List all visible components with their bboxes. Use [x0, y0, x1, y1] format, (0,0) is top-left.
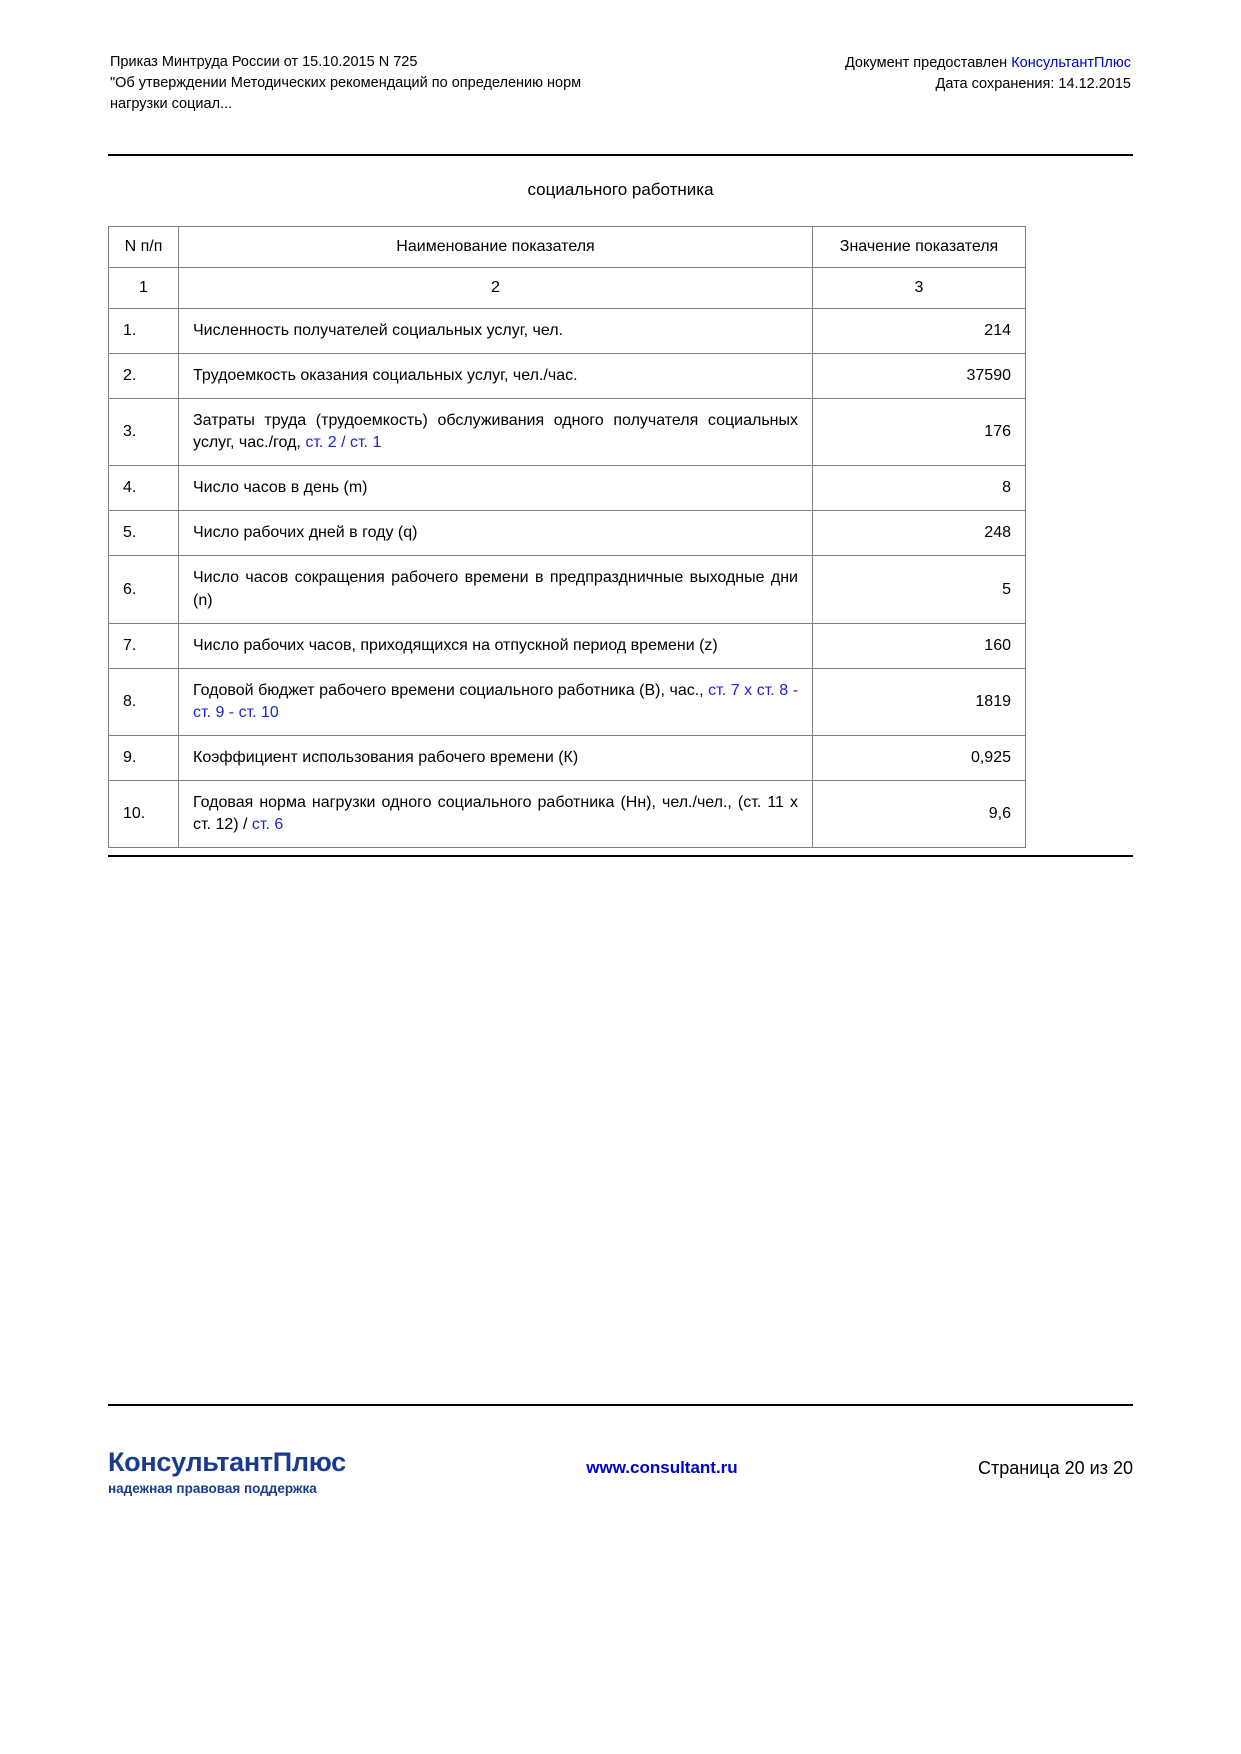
row-number: 2.	[109, 354, 179, 399]
row-number: 10.	[109, 780, 179, 847]
row-indicator-name	[179, 354, 813, 399]
row-indicator-text: Число рабочих дней в году (q)	[193, 524, 418, 542]
table-header-row	[109, 227, 1026, 268]
document-header-left	[110, 52, 581, 115]
document-title-line-2: "Об утверждении Методических рекомендаций по определению норм	[110, 75, 582, 92]
row-number: 7.	[109, 623, 179, 668]
column-number-1: 1	[109, 268, 179, 309]
formula-separator: х	[739, 681, 757, 699]
table-row	[109, 735, 1026, 780]
row-value: 37590	[813, 354, 1026, 399]
logo-tagline: надежная правовая поддержка	[108, 1480, 317, 1496]
row-value: 160	[813, 623, 1026, 668]
formula-separator: /	[336, 434, 350, 452]
row-indicator-name	[179, 668, 813, 735]
row-indicator-name	[179, 735, 813, 780]
saved-date: Дата сохранения: 14.12.2015	[935, 76, 1131, 93]
row-value: 5	[813, 556, 1026, 623]
row-indicator-text: Коэффициент использования рабочего времени (К)	[193, 748, 579, 766]
row-indicator-text: Годовая норма нагрузки одного социального работника (Нн), чел./чел., (ст. 11 х ст. 12) /	[193, 793, 798, 834]
row-value: 0,925	[813, 735, 1026, 780]
row-indicator-text: Число часов в день (m)	[193, 479, 368, 497]
article-link[interactable]: ст. 9	[193, 703, 225, 721]
indicators-table	[108, 226, 1026, 848]
table-header-num: N п/п	[109, 227, 179, 268]
row-value: 214	[813, 309, 1026, 354]
row-value: 1819	[813, 668, 1026, 735]
row-indicator-name	[179, 399, 813, 466]
document-title-line-1: Приказ Минтруда России от 15.10.2015 N 725	[110, 54, 418, 70]
row-indicator-name	[179, 309, 813, 354]
provided-by-line	[845, 53, 1131, 74]
column-number-2: 2	[179, 268, 813, 309]
article-link[interactable]: ст. 7	[708, 681, 740, 699]
table-row	[109, 511, 1026, 556]
table-row	[109, 309, 1026, 354]
table-body	[109, 309, 1026, 848]
row-value: 9,6	[813, 780, 1026, 847]
document-header-right	[845, 52, 1131, 95]
row-indicator-text: Годовой бюджет рабочего времени социального работника (В), час.,	[193, 681, 709, 699]
table-header-value: Значение показателя	[813, 227, 1026, 268]
table-row	[109, 556, 1026, 623]
row-value: 176	[813, 399, 1026, 466]
article-link[interactable]: ст. 1	[350, 434, 382, 452]
row-number: 5.	[109, 511, 179, 556]
content-bottom-divider	[108, 855, 1133, 857]
page-number: Страница 20 из 20	[978, 1458, 1133, 1478]
table-header-name: Наименование показателя	[179, 227, 813, 268]
article-link[interactable]: ст. 10	[238, 703, 279, 721]
footer-divider	[108, 1404, 1133, 1406]
row-indicator-name	[179, 466, 813, 511]
row-number: 8.	[109, 668, 179, 735]
table-row	[109, 354, 1026, 399]
logo-title: КонсультантПлюс	[108, 1447, 346, 1477]
row-indicator-text: Численность получателей социальных услуг, чел.	[193, 322, 564, 339]
table-row	[109, 466, 1026, 511]
document-footer	[108, 1448, 1133, 1497]
row-value: 8	[813, 466, 1026, 511]
row-indicator-name	[179, 556, 813, 623]
row-indicator-text: Трудоемкость оказания социальных услуг, чел./час.	[193, 367, 578, 385]
table-column-number-row	[109, 268, 1026, 309]
table-row	[109, 623, 1026, 668]
row-number: 4.	[109, 466, 179, 511]
article-link[interactable]: ст. 2	[305, 434, 337, 452]
row-indicator-text: Затраты труда (трудоемкость) обслуживания одного получателя социальных услуг, час./год,	[193, 412, 798, 452]
consultant-plus-link[interactable]: КонсультантПлюс	[1011, 55, 1131, 71]
formula-separator: -	[224, 703, 239, 721]
article-link[interactable]: ст. 6	[251, 816, 284, 834]
section-title: социального работника	[527, 180, 714, 199]
row-value: 248	[813, 511, 1026, 556]
row-number: 6.	[109, 556, 179, 623]
table-row	[109, 780, 1026, 847]
row-indicator-text: Число часов сокращения рабочего времени в предпраздничные выходные дни (n)	[193, 569, 798, 609]
row-number: 1.	[109, 309, 179, 354]
row-indicator-name	[179, 511, 813, 556]
table-row	[109, 668, 1026, 735]
header-divider	[108, 154, 1133, 156]
provided-by-label: Документ предоставлен	[844, 55, 1012, 71]
article-link[interactable]: ст. 8	[756, 681, 789, 699]
row-indicator-text: Число рабочих часов, приходящихся на отпускной период времени (z)	[193, 636, 718, 654]
row-indicator-name	[179, 623, 813, 668]
document-header	[110, 52, 1131, 115]
document-title-line-3: нагрузки социал...	[110, 96, 233, 113]
indicators-table-wrapper	[108, 226, 1025, 848]
column-number-3: 3	[813, 268, 1026, 309]
row-number: 9.	[109, 735, 179, 780]
row-number: 3.	[109, 399, 179, 466]
consultant-logo	[108, 1448, 346, 1497]
table-row	[109, 399, 1026, 466]
formula-separator: -	[788, 681, 799, 699]
row-indicator-name	[179, 780, 813, 847]
website-link[interactable]: www.consultant.ru	[586, 1458, 738, 1477]
